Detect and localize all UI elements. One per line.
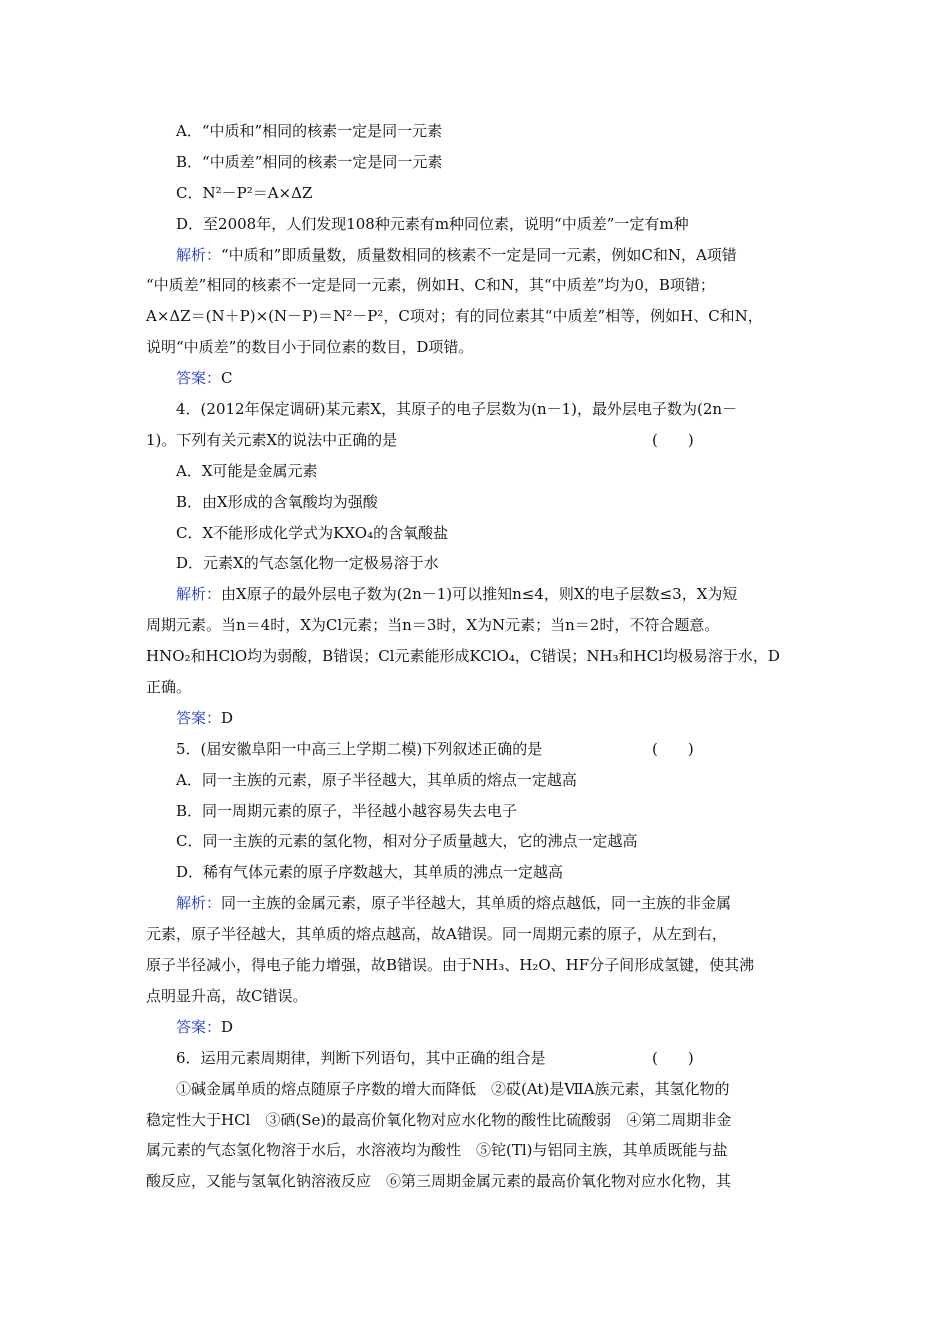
q6-stem-text: 6．运用元素周期律，判断下列语句，其中正确的组合是 (176, 1048, 546, 1067)
q5-option-b: B．同一周期元素的原子，半径越小越容易失去电子 (176, 801, 518, 820)
q3-answer-label: 答案： (176, 369, 222, 388)
q6-statement-line-2: 稳定性大于HCl ③硒(Se)的最高价氧化物对应水化物的酸性比硫酸弱 ④第二周期非金 (146, 1110, 732, 1129)
q4-stem-text-2: 1)。下列有关元素X的说法中正确的是 (146, 430, 398, 449)
q5-analysis-text-1: 同一主族的金属元素，原子半径越大，其单质的熔点越低，同一主族的非金属 (221, 894, 732, 913)
q5-option-c: C．同一主族的元素的氢化物，相对分子质量越大，它的沸点一定越高 (176, 832, 638, 851)
q6-stem (146, 1043, 810, 1074)
q5-analysis-line-4: 点明显升高，故C错误。 (146, 986, 308, 1005)
q5-analysis-line-2: 元素，原子半径越大，其单质的熔点越高，故A错误。同一周期元素的原子，从左到右， (146, 925, 727, 944)
q6-answer-bracket: ( ) (652, 1048, 694, 1067)
q5-answer-bracket: ( ) (652, 739, 694, 758)
q4-stem-line-2 (146, 425, 810, 456)
q6-statement-line-4: 酸反应，又能与氢氧化钠溶液反应 ⑥第三周期金属元素的最高价氧化物对应水化物，其 (146, 1172, 732, 1191)
q3-analysis-line-3: A×ΔZ＝(N＋P)×(N－P)＝N²－P²，C项对；有的同位素其“中质差”相等，例如H、C和N， (146, 307, 763, 326)
q4-option-d: D．元素X的气态氢化物一定极易溶于水 (176, 554, 439, 573)
q4-analysis-line-2: 周期元素。当n＝4时，X为Cl元素；当n＝3时，X为N元素；当n＝2时，不符合题意。 (146, 616, 720, 635)
q5-stem-text: 5．(届安徽阜阳一中高三上学期二模)下列叙述正确的是 (176, 739, 543, 758)
q3-answer-value: C (221, 369, 233, 388)
q4-analysis-label: 解析： (176, 585, 222, 604)
q5-analysis-line-1 (146, 888, 810, 919)
q4-answer (146, 703, 810, 734)
q3-analysis-label: 解析： (176, 245, 222, 264)
q4-answer-bracket: ( ) (652, 430, 694, 449)
q6-statement-line-1: ①碱金属单质的熔点随原子序数的增大而降低 ②砹(At)是ⅦA族元素，其氢化物的 (176, 1079, 730, 1098)
q5-stem (146, 734, 810, 765)
q3-analysis-line-1 (146, 240, 810, 271)
q3-analysis-line-4: 说明“中质差”的数目小于同位素的数目，D项错。 (146, 338, 474, 357)
q3-option-c: C．N²－P²＝A×ΔZ (176, 183, 313, 202)
q4-stem-line-1: 4．(2012年保定调研)某元素X，其原子的电子层数为(n－1)，最外层电子数为(2n－ (176, 400, 738, 419)
q3-option-d: D．至2008年，人们发现108种元素有m种同位素，说明“中质差”一定有m种 (176, 214, 689, 233)
q4-option-a: A．X可能是金属元素 (176, 461, 318, 480)
q4-answer-label: 答案： (176, 708, 222, 727)
q5-answer (146, 1012, 810, 1043)
q5-option-d: D．稀有气体元素的原子序数越大，其单质的沸点一定越高 (176, 863, 564, 882)
q4-analysis-line-4: 正确。 (146, 678, 192, 697)
q5-answer-value: D (221, 1017, 234, 1036)
q6-statement-line-3: 属元素的气态氢化物溶于水后，水溶液均为酸性 ⑤铊(Tl)与铝同主族，其单质既能与盐 (146, 1141, 728, 1160)
q3-option-b: B．“中质差”相同的核素一定是同一元素 (176, 152, 443, 171)
q4-option-c: C．X不能形成化学式为KXO₄的含氧酸盐 (176, 523, 449, 542)
q3-analysis-text-1: “中质和”即质量数，质量数相同的核素不一定是同一元素，例如C和N，A项错 (221, 245, 737, 264)
q5-analysis-line-3: 原子半径减小，得电子能力增强，故B错误。由于NH₃、H₂O、HF分子间形成氢键，使其沸 (146, 956, 755, 975)
q5-analysis-label: 解析： (176, 894, 222, 913)
document-page (146, 116, 810, 1197)
q4-analysis-text-1: 由X原子的最外层电子数为(2n－1)可以推知n≤4，则X的电子层数≤3，X为短 (221, 585, 738, 604)
q5-option-a: A．同一主族的元素，原子半径越大，其单质的熔点一定越高 (176, 770, 577, 789)
q3-answer (146, 363, 810, 394)
q4-analysis-line-1 (146, 579, 810, 610)
q4-answer-value: D (221, 708, 234, 727)
q3-analysis-line-2: “中质差”相同的核素不一定是同一元素，例如H、C和N，其“中质差”均为0，B项错； (146, 276, 715, 295)
q4-option-b: B．由X形成的含氧酸均为强酸 (176, 492, 378, 511)
q3-option-a: A．“中质和”相同的核素一定是同一元素 (176, 122, 443, 140)
q5-answer-label: 答案： (176, 1017, 222, 1036)
q4-analysis-line-3: HNO₂和HClO均为弱酸，B错误；Cl元素能形成KClO₄，C错误；NH₃和HCl均极易溶于水，D (146, 647, 780, 666)
